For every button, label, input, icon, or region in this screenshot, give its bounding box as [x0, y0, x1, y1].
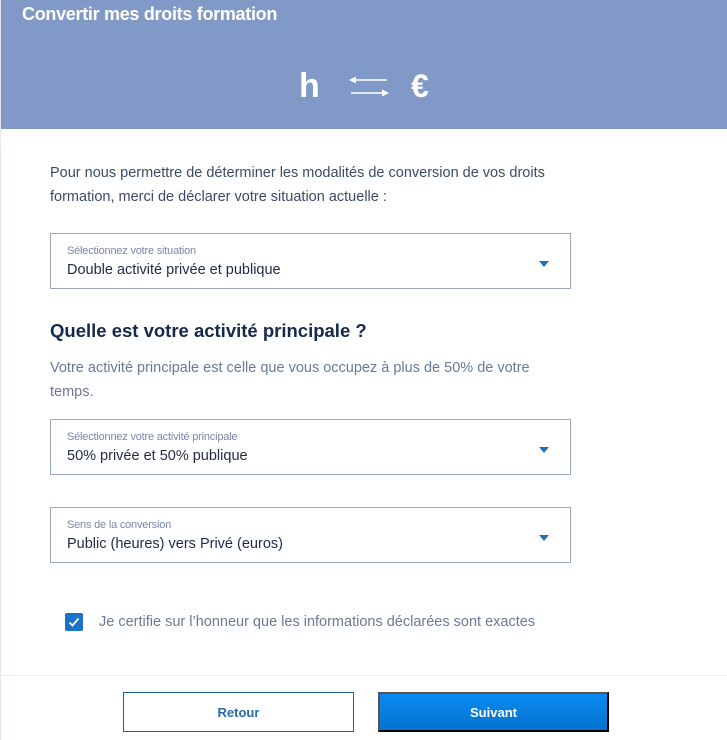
hours-icon: h	[299, 67, 320, 105]
euro-icon: €	[411, 68, 429, 104]
chevron-down-icon	[539, 447, 549, 453]
chevron-down-icon	[539, 261, 549, 267]
conversion-illustration	[299, 66, 429, 106]
main-activity-select-label: Sélectionnez votre activité principale	[67, 431, 238, 443]
conversion-direction-value: Public (heures) vers Privé (euros)	[67, 536, 283, 552]
page-title: Convertir mes droits formation	[22, 4, 278, 24]
checkmark-icon	[67, 615, 81, 629]
main-activity-select[interactable]	[50, 419, 571, 475]
conversion-direction-label: Sens de la conversion	[67, 519, 172, 531]
header-banner	[1, 0, 727, 129]
conversion-direction-select[interactable]	[50, 507, 571, 563]
situation-select[interactable]	[50, 233, 571, 289]
certify-label: Je certifie sur l’honneur que les informations déclarées sont exactes	[99, 614, 536, 630]
intro-text: Pour nous permettre de déterminer les modalités de conversion de vos droits formation, merci de déclarer votre situation actuelle :	[50, 165, 545, 205]
back-button[interactable]: Retour	[123, 692, 354, 732]
certify-checkbox[interactable]	[65, 613, 83, 631]
certify-row	[65, 613, 535, 631]
chevron-down-icon	[539, 535, 549, 541]
situation-select-label: Sélectionnez votre situation	[67, 245, 196, 257]
main-activity-description: Votre activité principale est celle que vous occupez à plus de 50% de votre temps.	[50, 360, 530, 400]
main-activity-select-value: 50% privée et 50% publique	[67, 448, 248, 464]
main-activity-title: Quelle est votre activité principale ?	[50, 320, 367, 341]
swap-arrows-icon	[347, 73, 391, 99]
next-button[interactable]: Suivant	[378, 692, 609, 732]
footer-divider	[1, 675, 727, 676]
situation-select-value: Double activité privée et publique	[67, 262, 281, 278]
